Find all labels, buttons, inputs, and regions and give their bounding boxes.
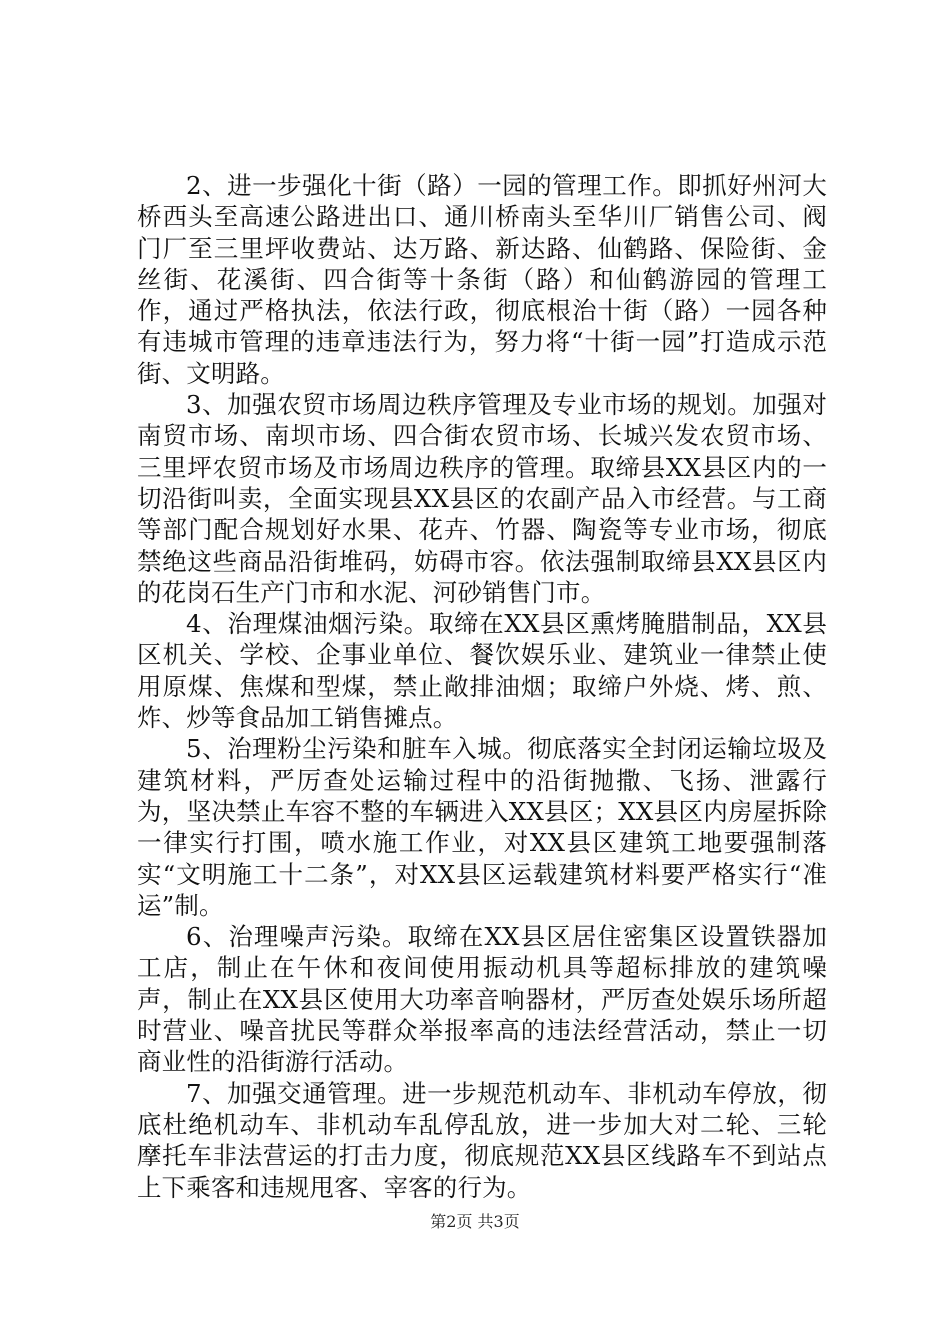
paragraph-6: 6、治理噪声污染。取缔在XX县区居住密集区设置铁器加工店，制止在午休和夜间使用振动机具等超标排放的建筑噪声，制止在XX县区使用大功率音响器材，严厉查处娱乐场所超时营业、噪音扰民等群众举报率高的违法经营活动，禁止一切商业性的沿街游行活动。: [137, 922, 827, 1077]
paragraph-5: 5、治理粉尘污染和脏车入城。彻底落实全封闭运输垃圾及建筑材料，严厉查处运输过程中的沿街抛撒、飞扬、泄露行为，坚决禁止车容不整的车辆进入XX县区；XX县区内房屋拆除一律实行打围，喷水施工作业，对XX县区建筑工地要强制落实“文明施工十二条”，对XX县区运载建筑材料要严格实行“准运”制。: [137, 734, 827, 920]
paragraph-2: 2、进一步强化十街（路）一园的管理工作。即抓好州河大桥西头至高速公路进出口、通川桥南头至华川厂销售公司、阀门厂至三里坪收费站、达万路、新达路、仙鹤路、保险街、金丝街、花溪街、四合街等十条街（路）和仙鹤游园的管理工作，通过严格执法，依法行政，彻底根治十街（路）一园各种有违城市管理的违章违法行为，努力将“十街一园”打造成示范街、文明路。: [137, 171, 827, 388]
paragraph-7: 7、加强交通管理。进一步规范机动车、非机动车停放，彻底杜绝机动车、非机动车乱停乱放，进一步加大对二轮、三轮摩托车非法营运的打击力度，彻底规范XX县区线路车不到站点上下乘客和违规甩客、宰客的行为。: [137, 1078, 827, 1202]
paragraph-4: 4、治理煤油烟污染。取缔在XX县区熏烤腌腊制品，XX县区机关、学校、企事业单位、餐饮娱乐业、建筑业一律禁止使用原煤、焦煤和型煤，禁止敞排油烟；取缔户外烧、烤、煎、炸、炒等食品加工销售摊点。: [137, 609, 827, 733]
page-footer: 第2页 共3页: [430, 1212, 520, 1231]
document-body: [137, 170, 827, 1203]
paragraph-3: 3、加强农贸市场周边秩序管理及专业市场的规划。加强对南贸市场、南坝市场、四合街农贸市场、长城兴发农贸市场、三里坪农贸市场及市场周边秩序的管理。取缔县XX县区内的一切沿街叫卖，全面实现县XX县区的农副产品入市经营。与工商等部门配合规划好水果、花卉、竹器、陶瓷等专业市场，彻底禁绝这些商品沿街堆码，妨碍市容。依法强制取缔县XX县区内的花岗石生产门市和水泥、河砂销售门市。: [137, 390, 827, 607]
